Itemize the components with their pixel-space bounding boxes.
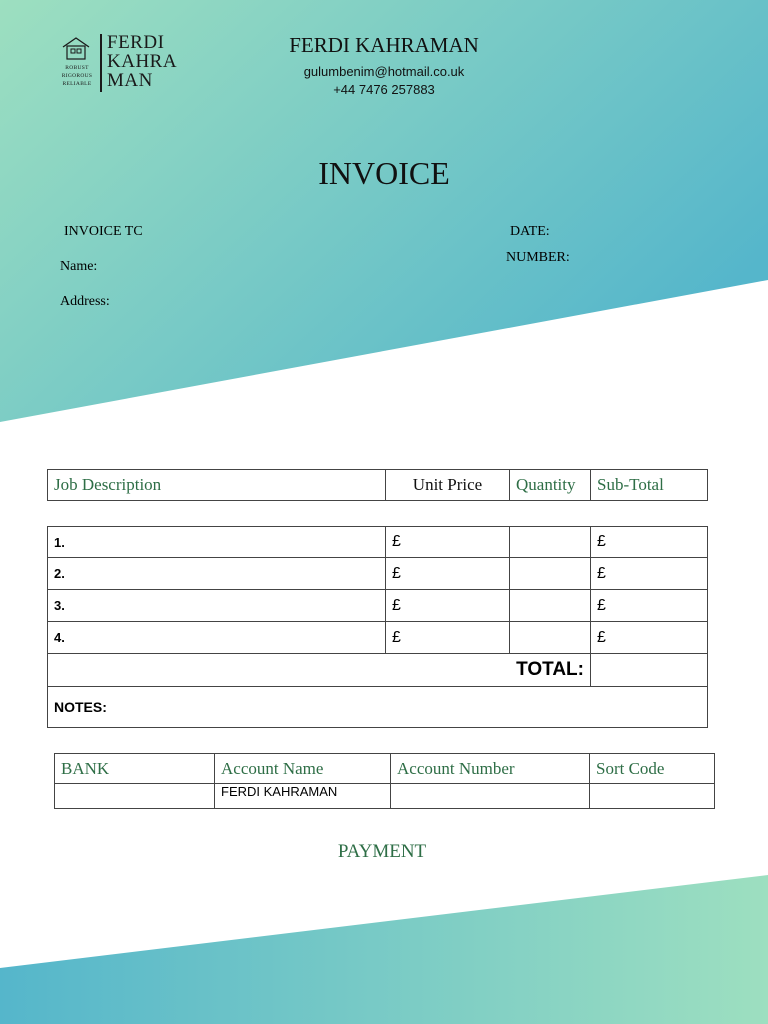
item-quantity[interactable] — [510, 622, 591, 654]
item-subtotal[interactable]: £ — [591, 622, 708, 654]
table-row — [48, 527, 708, 558]
number-label: NUMBER: — [506, 250, 570, 265]
payment-label: PAYMENT — [337, 841, 427, 862]
company-phone: +44 7476 257883 — [333, 82, 435, 97]
header-job-description: Job Description — [48, 470, 386, 501]
notes-label: NOTES: — [48, 687, 708, 728]
bank-header-bank: BANK — [55, 754, 215, 784]
company-name: FERDI KAHRAMAN — [289, 33, 479, 57]
item-number: 2. — [48, 558, 386, 590]
header-quantity: Quantity — [510, 470, 591, 501]
bank-header-account-name: Account Name — [215, 754, 391, 784]
total-row — [48, 654, 708, 687]
total-value[interactable] — [591, 654, 708, 687]
item-price[interactable]: £ — [386, 622, 510, 654]
header-subtotal: Sub-Total — [591, 470, 708, 501]
item-subtotal[interactable]: £ — [591, 558, 708, 590]
bank-value-row — [55, 784, 715, 809]
header-unit-price: Unit Price — [386, 470, 510, 501]
table-row — [48, 622, 708, 654]
item-price[interactable]: £ — [386, 558, 510, 590]
items-header-table — [47, 469, 708, 501]
company-email: gulumbenim@hotmail.co.uk — [303, 64, 465, 79]
bank-table — [54, 753, 715, 809]
item-number: 1. — [48, 527, 386, 558]
bank-value-account-name[interactable]: FERDI KAHRAMAN — [215, 784, 391, 809]
notes-row — [48, 687, 708, 728]
items-table — [47, 526, 708, 728]
item-subtotal[interactable]: £ — [591, 590, 708, 622]
logo-wordmark: FERDI KAHRA MAN — [107, 32, 178, 91]
item-quantity[interactable] — [510, 527, 591, 558]
bank-value-bank[interactable] — [55, 784, 215, 809]
bank-header-account-number: Account Number — [391, 754, 590, 784]
bank-value-account-number[interactable] — [391, 784, 590, 809]
bank-value-sort-code[interactable] — [590, 784, 715, 809]
address-label: Address: — [60, 294, 110, 309]
invoice-to-label: INVOICE TC — [64, 224, 143, 239]
name-label: Name: — [60, 259, 98, 274]
total-label: TOTAL: — [48, 654, 591, 687]
logo-tagline: ROBUST RIGOROUS RELIABLE — [61, 65, 93, 87]
item-quantity[interactable] — [510, 590, 591, 622]
item-number: 3. — [48, 590, 386, 622]
table-row — [48, 590, 708, 622]
item-quantity[interactable] — [510, 558, 591, 590]
item-price[interactable]: £ — [386, 590, 510, 622]
invoice-title: INVOICE — [318, 155, 450, 191]
date-label: DATE: — [510, 224, 550, 239]
table-row — [48, 558, 708, 590]
bank-header-sort-code: Sort Code — [590, 754, 715, 784]
item-number: 4. — [48, 622, 386, 654]
item-subtotal[interactable]: £ — [591, 527, 708, 558]
item-price[interactable]: £ — [386, 527, 510, 558]
bank-header-row — [55, 754, 715, 784]
